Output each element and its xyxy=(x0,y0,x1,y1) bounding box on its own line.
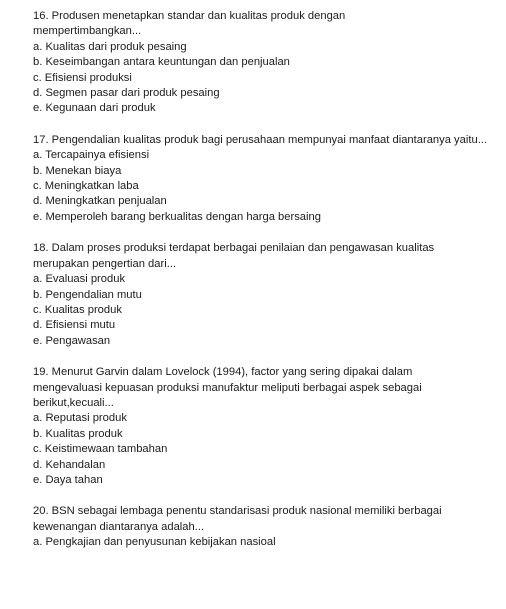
option-c: c. Kualitas produk xyxy=(33,303,122,316)
option-c: c. Keistimewaan tambahan xyxy=(33,443,168,456)
option-e: e. Kegunaan dari produk xyxy=(33,102,156,115)
question-18 xyxy=(33,241,495,349)
option-c: c. Efisiensi produksi xyxy=(33,71,132,84)
option-d: d. Kehandalan xyxy=(33,458,106,471)
option-list xyxy=(33,148,495,225)
question-stem: 18. Dalam proses produksi terdapat berbagai penilaian dan pengawasan kualitas merupakan pengertian dari... xyxy=(33,242,435,270)
option-b: b. Kualitas produk xyxy=(33,427,123,440)
option-b: b. Keseimbangan antara keuntungan dan penjualan xyxy=(33,56,290,69)
question-stem: 20. BSN sebagai lembaga penentu standarisasi produk nasional memiliki berbagai kewenangan diantaranya adalah... xyxy=(33,505,442,533)
option-e: e. Memperoleh barang berkualitas dengan harga bersaing xyxy=(33,210,321,223)
option-list xyxy=(33,272,495,349)
option-list xyxy=(33,40,495,117)
option-list xyxy=(33,535,495,550)
question-stem: 17. Pengendalian kualitas produk bagi perusahaan mempunyai manfaat diantaranya yaitu... xyxy=(33,133,488,146)
option-list xyxy=(33,411,495,488)
option-e: e. Pengawasan xyxy=(33,334,111,347)
option-a: a. Pengkajian dan penyusunan kebijakan nasioal xyxy=(33,536,276,549)
question-sheet xyxy=(33,9,495,551)
option-c: c. Meningkatkan laba xyxy=(33,180,139,193)
option-d: d. Segmen pasar dari produk pesaing xyxy=(33,87,220,100)
option-e: e. Daya tahan xyxy=(33,473,103,486)
question-20 xyxy=(33,504,495,550)
question-stem: 19. Menurut Garvin dalam Lovelock (1994), factor yang sering dipakai dalam mengevaluasi kepuasan produksi manufaktur meliputi berbagai aspek sebagai berikut,kecuali... xyxy=(33,366,422,409)
option-a: a. Reputasi produk xyxy=(33,412,127,425)
question-stem: 16. Produsen menetapkan standar dan kualitas produk dengan mempertimbangkan... xyxy=(33,10,346,38)
option-d: d. Efisiensi mutu xyxy=(33,319,116,332)
question-19 xyxy=(33,365,495,488)
option-a: a. Tercapainya efisiensi xyxy=(33,149,150,162)
question-16 xyxy=(33,9,495,117)
option-b: b. Menekan biaya xyxy=(33,164,122,177)
option-d: d. Meningkatkan penjualan xyxy=(33,195,167,208)
question-17 xyxy=(33,133,495,225)
option-b: b. Pengendalian mutu xyxy=(33,288,142,301)
option-a: a. Kualitas dari produk pesaing xyxy=(33,40,187,53)
option-a: a. Evaluasi produk xyxy=(33,273,126,286)
